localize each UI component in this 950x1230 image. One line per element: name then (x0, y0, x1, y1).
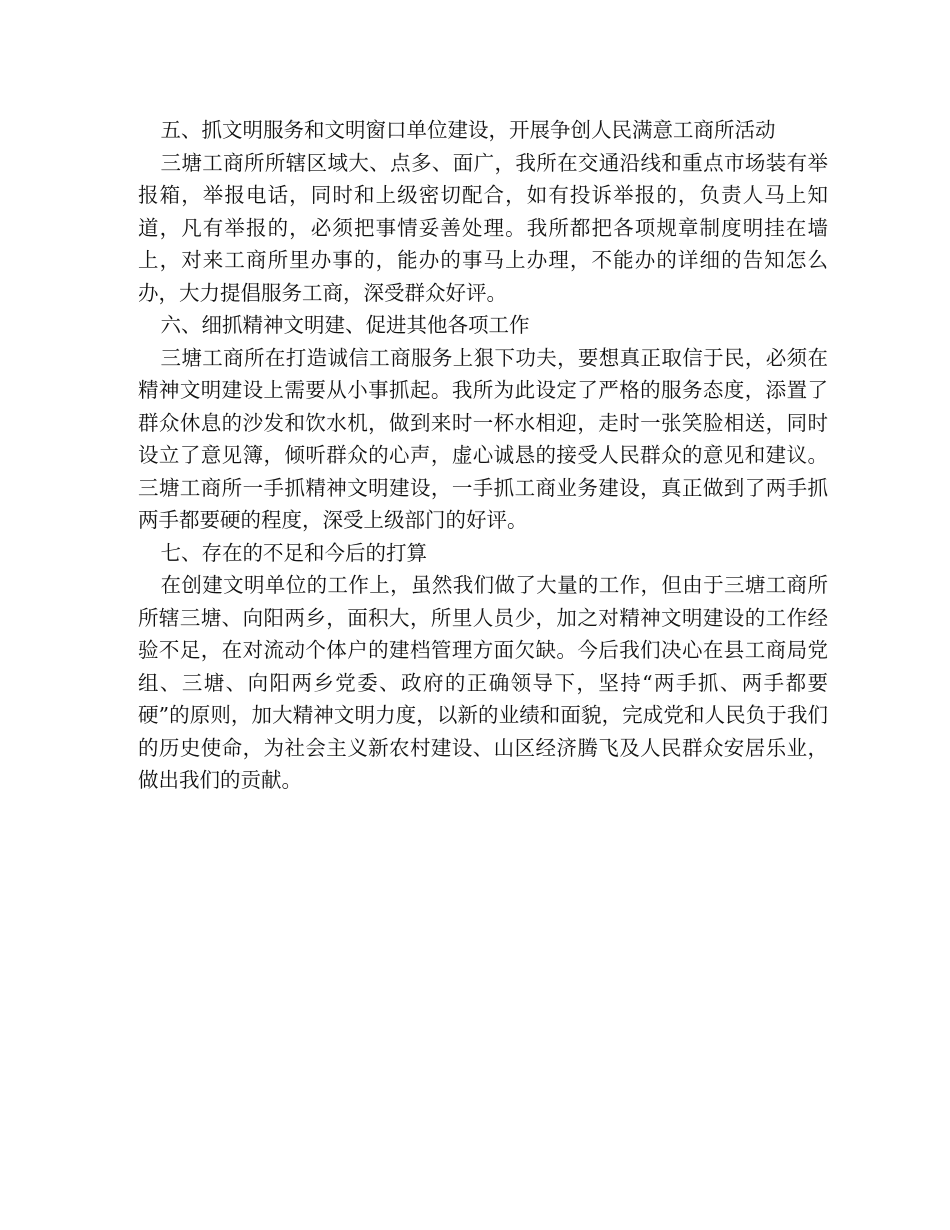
section-heading-five: 五、抓文明服务和文明窗口单位建设，开展争创人民满意工商所活动 (160, 118, 776, 142)
document-body (138, 114, 828, 797)
paragraph-spiritual-civilization: 三塘工商所在打造诚信工商服务上狠下功夫，要想真正取信于民，必须在精神文明建设上需要从小事抓起。我所为此设定了严格的服务态度，添置了群众休息的沙发和饮水机，做到来时一杯水相迎，走时一张笑脸相送，同时设立了意见簿，倾听群众的心声，虚心诚恳的接受人民群众的意见和建议。三塘工商所一手抓精神文明建设，一手抓工商业务建设，真正做到了两手抓两手都要硬的程度，深受上级部门的好评。 (138, 345, 828, 532)
section-heading-seven: 七、存在的不足和今后的打算 (160, 540, 428, 565)
paragraph-shortcomings-plans: 在创建文明单位的工作上，虽然我们做了大量的工作，但由于三塘工商所所辖三塘、向阳两乡，面积大，所里人员少，加之对精神文明建设的工作经验不足，在对流动个体户的建档管理方面欠缺。今后我们决心在县工商局党组、三塘、向阳两乡党委、政府的正确领导下，坚持“两手抓、两手都要硬”的原则，加大精神文明力度，以新的业绩和面貌，完成党和人民负于我们的历史使命，为社会主义新农村建设、山区经济腾飞及人民群众安居乐业，做出我们的贡献。 (138, 573, 828, 792)
paragraph-report-box: 三塘工商所所辖区域大、点多、面广，我所在交通沿线和重点市场装有举报箱，举报电话，同时和上级密切配合，如有投诉举报的，负责人马上知道，凡有举报的，必须把事情妥善处理。我所都把各项规章制度明挂在墙上，对来工商所里办事的，能办的事马上办理，不能办的详细的告知怎么办，大力提倡服务工商，深受群众好评。 (138, 150, 828, 305)
section-heading-six: 六、细抓精神文明建、促进其他各项工作 (160, 313, 530, 337)
